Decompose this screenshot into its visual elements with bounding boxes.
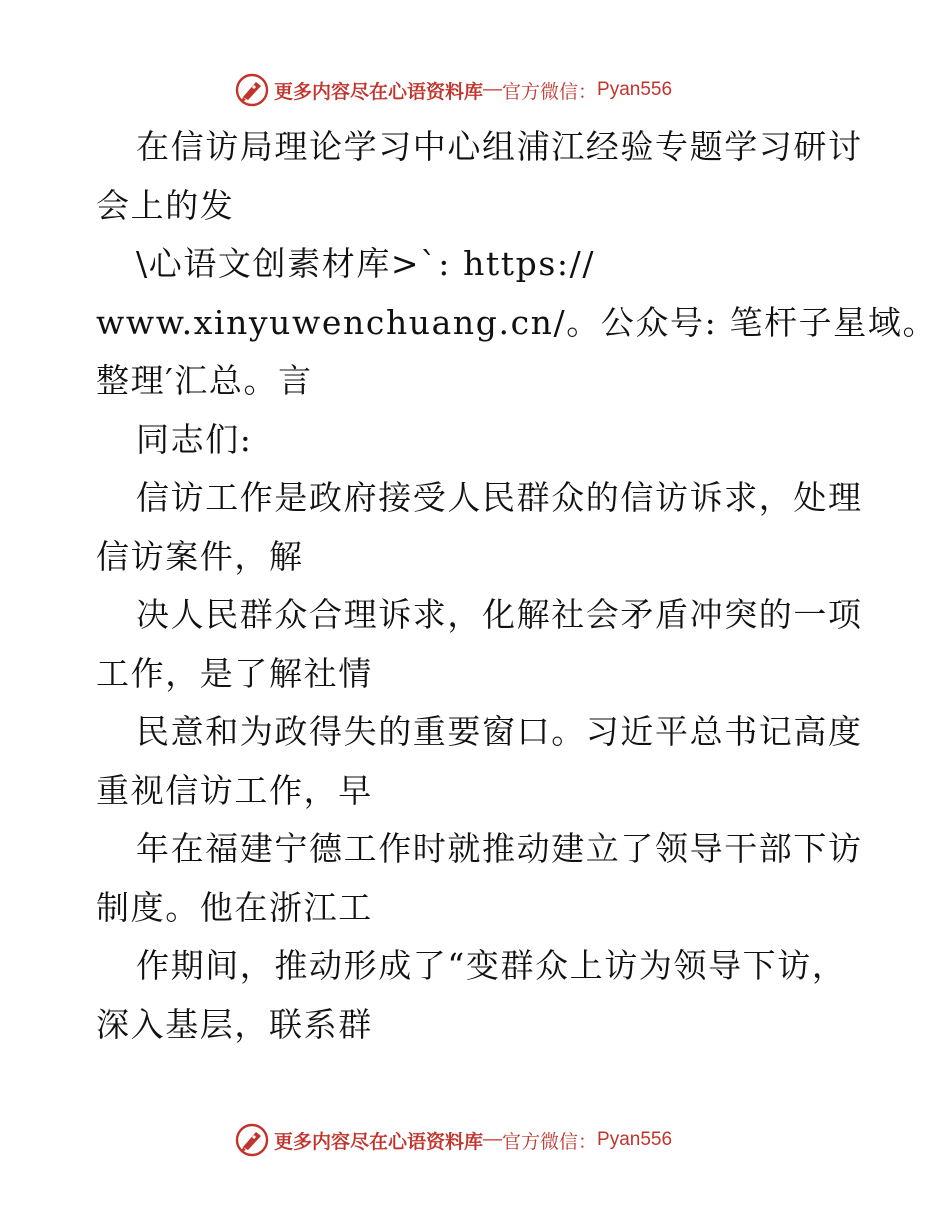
text-line: 整理′汇总。言 bbox=[96, 361, 313, 400]
text-line: 同志们: bbox=[136, 419, 253, 459]
banner-slogan: 更多内容尽在心语资料库 bbox=[274, 1130, 484, 1153]
text-line: 决人民群众合理诉求，化解社会矛盾冲突的一项 bbox=[136, 595, 863, 634]
text-line: 在信访局理论学习中心组浦江经验专题学习研讨 bbox=[136, 127, 863, 166]
footer-banner bbox=[234, 1120, 714, 1160]
banner-wechat-id: Pyan556 bbox=[597, 1129, 673, 1150]
pen-nib-logo-icon bbox=[234, 1122, 270, 1158]
text-line: 作期间，推动形成了“变群众上访为领导下访， bbox=[136, 946, 847, 985]
text-line: 年在福建宁德工作时就推动建立了领导干部下访 bbox=[136, 829, 863, 868]
banner-separator: — bbox=[483, 1129, 503, 1150]
text-line: 会上的发 bbox=[96, 185, 235, 225]
text-line: \心语文创素材库>`: https:// bbox=[136, 244, 596, 283]
banner-separator: — bbox=[483, 79, 503, 100]
text-line: 深入基层，联系群 bbox=[96, 1004, 373, 1044]
banner-wechat-label: 官方微信： bbox=[502, 1130, 598, 1153]
text-line: 信访案件，解 bbox=[96, 536, 304, 576]
banner-wechat-label: 官方微信： bbox=[502, 80, 598, 103]
text-line: 民意和为政得失的重要窗口。习近平总书记高度 bbox=[136, 712, 863, 751]
banner-wechat-id: Pyan556 bbox=[597, 79, 673, 100]
banner-slogan: 更多内容尽在心语资料库 bbox=[274, 80, 484, 103]
text-line: 工作，是了解社情 bbox=[96, 653, 373, 693]
document-body bbox=[96, 118, 938, 1054]
text-line: 重视信访工作，早 bbox=[96, 770, 373, 810]
text-line: 信访工作是政府接受人民群众的信访诉求，处理 bbox=[136, 478, 863, 517]
header-banner bbox=[234, 70, 714, 110]
pen-nib-logo-icon bbox=[234, 72, 270, 108]
text-line: www.xinyuwenchuang.cn/。公众号: 笔杆子星域。 bbox=[96, 302, 938, 342]
text-line: 制度。他在浙江工 bbox=[96, 887, 373, 927]
